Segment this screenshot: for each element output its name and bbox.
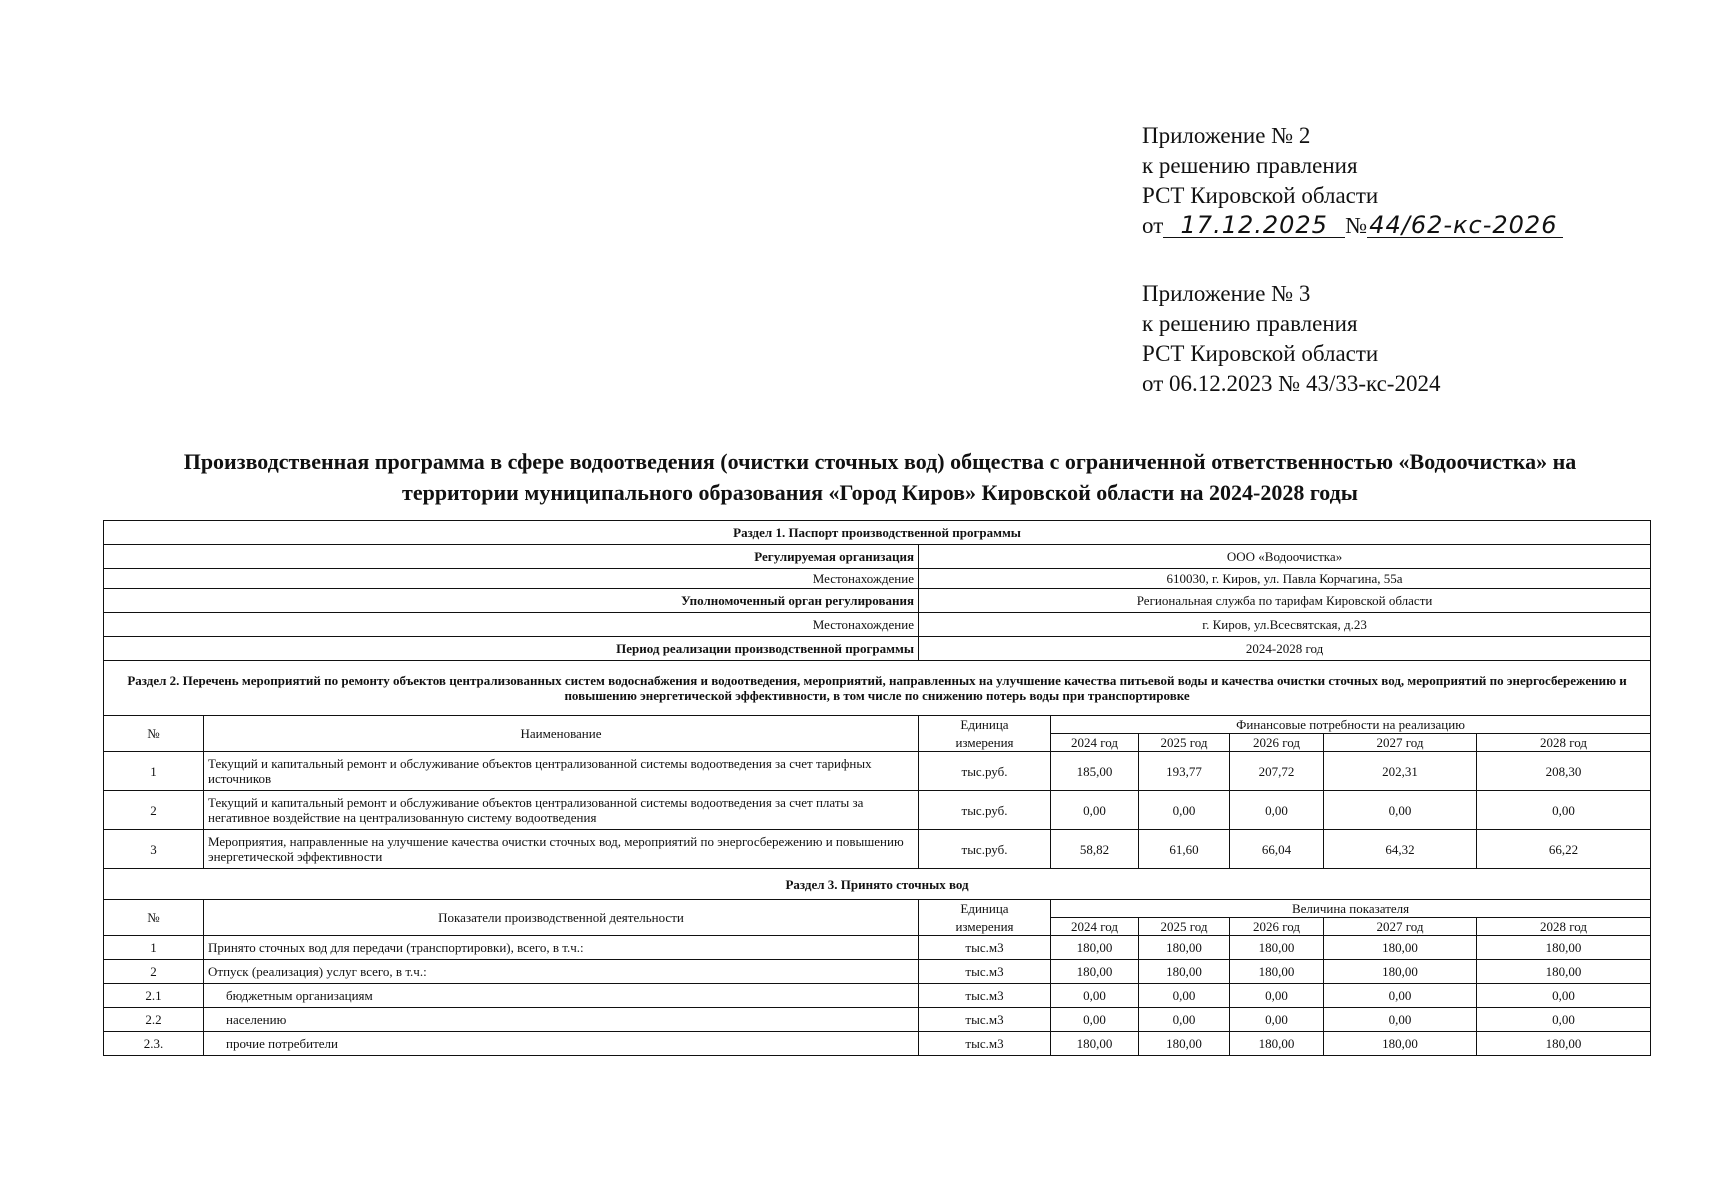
row-value: 0,00 — [1230, 1008, 1324, 1032]
row-value: 180,00 — [1477, 1032, 1651, 1056]
passport-value: г. Киров, ул.Всесвятская, д.23 — [919, 613, 1651, 637]
passport-label: Уполномоченный орган регулирования — [104, 589, 919, 613]
row-value: 0,00 — [1477, 791, 1651, 830]
row-name: Отпуск (реализация) услуг всего, в т.ч.: — [204, 960, 919, 984]
col-header-year: 2024 год — [1051, 918, 1139, 936]
table-row — [104, 936, 1651, 960]
row-value: 0,00 — [1139, 1008, 1230, 1032]
col-header-unit-line1: Единица — [919, 716, 1051, 734]
passport-row — [104, 589, 1651, 613]
row-value: 207,72 — [1230, 752, 1324, 791]
row-value: 202,31 — [1324, 752, 1477, 791]
col-header-indicators: Показатели производственной деятельности — [204, 900, 919, 936]
table-row — [104, 1008, 1651, 1032]
annex-2-line1: Приложение № 2 — [1142, 123, 1311, 148]
row-name: прочие потребители — [204, 1032, 919, 1056]
annex-3-line1: Приложение № 3 — [1142, 281, 1311, 306]
row-name: Принято сточных вод для передачи (транспортировки), всего, в т.ч.: — [204, 936, 919, 960]
row-value: 0,00 — [1139, 791, 1230, 830]
row-number: 2 — [104, 960, 204, 984]
row-number: 3 — [104, 830, 204, 869]
row-unit: тыс.м3 — [919, 1032, 1051, 1056]
row-number: 2.1 — [104, 984, 204, 1008]
row-value: 0,00 — [1051, 1008, 1139, 1032]
col-header-number: № — [104, 900, 204, 936]
col-header-year: 2027 год — [1324, 918, 1477, 936]
row-value: 0,00 — [1324, 791, 1477, 830]
document-title-line2: территории муниципального образования «Город Киров» Кировской области на 2024-2028 годы — [402, 480, 1358, 505]
row-value: 193,77 — [1139, 752, 1230, 791]
table-row — [104, 960, 1651, 984]
row-unit: тыс.м3 — [919, 960, 1051, 984]
col-header-unit-line2: измерения — [919, 918, 1051, 936]
row-value: 0,00 — [1051, 984, 1139, 1008]
col-header-year: 2026 год — [1230, 918, 1324, 936]
col-header-unit-line2: измерения — [919, 734, 1051, 752]
row-value: 0,00 — [1230, 791, 1324, 830]
row-value: 66,04 — [1230, 830, 1324, 869]
col-header-year: 2025 год — [1139, 734, 1230, 752]
row-value: 180,00 — [1230, 1032, 1324, 1056]
row-number: 2.3. — [104, 1032, 204, 1056]
row-value: 180,00 — [1051, 1032, 1139, 1056]
col-header-financial-needs: Финансовые потребности на реализацию — [1051, 716, 1651, 734]
col-header-unit-line1: Единица — [919, 900, 1051, 918]
passport-value: Региональная служба по тарифам Кировской области — [919, 589, 1651, 613]
row-value: 180,00 — [1324, 936, 1477, 960]
row-value: 180,00 — [1051, 936, 1139, 960]
row-number: 1 — [104, 752, 204, 791]
annex-2-from-label: от — [1142, 213, 1164, 238]
row-value: 0,00 — [1477, 1008, 1651, 1032]
row-unit: тыс.руб. — [919, 830, 1051, 869]
row-unit: тыс.руб. — [919, 791, 1051, 830]
annex-2-block — [1142, 121, 1563, 241]
table-row — [104, 1032, 1651, 1056]
passport-label: Местонахождение — [104, 613, 919, 637]
col-header-year: 2024 год — [1051, 734, 1139, 752]
row-name: Текущий и капитальный ремонт и обслуживание объектов централизованной системы водоотведения за счет тарифных источников — [204, 752, 919, 791]
col-header-number: № — [104, 716, 204, 752]
section-1-heading: Раздел 1. Паспорт производственной программы — [104, 521, 1651, 545]
col-header-indicator-value: Величина показателя — [1051, 900, 1651, 918]
row-value: 185,00 — [1051, 752, 1139, 791]
row-value: 180,00 — [1139, 1032, 1230, 1056]
table-row — [104, 830, 1651, 869]
row-value: 0,00 — [1230, 984, 1324, 1008]
passport-label: Регулируемая организация — [104, 545, 919, 569]
row-value: 180,00 — [1051, 960, 1139, 984]
passport-label: Местонахождение — [104, 569, 919, 589]
row-number: 2 — [104, 791, 204, 830]
col-header-name: Наименование — [204, 716, 919, 752]
row-value: 0,00 — [1139, 984, 1230, 1008]
passport-label: Период реализации производственной программы — [104, 637, 919, 661]
row-number: 1 — [104, 936, 204, 960]
passport-row — [104, 545, 1651, 569]
row-number: 2.2 — [104, 1008, 204, 1032]
col-header-year: 2028 год — [1477, 918, 1651, 936]
section-2-heading: Раздел 2. Перечень мероприятий по ремонту объектов централизованных систем водоснабжения и водоотведения, мероприятий, направленных на улучшение качества питьевой воды и качества очистки сточных вод, мероприятий по энергосбережению и повышению энергетической эффективности, в том числе по снижению потерь воды при транспортировке — [104, 661, 1651, 716]
handwritten-number: 44/62-кс-2026 — [1367, 213, 1563, 238]
section-3-heading-row — [104, 869, 1651, 900]
passport-value: 610030, г. Киров, ул. Павла Корчагина, 55а — [919, 569, 1651, 589]
table-row — [104, 752, 1651, 791]
row-unit: тыс.м3 — [919, 1008, 1051, 1032]
passport-row — [104, 637, 1651, 661]
row-name: населению — [204, 1008, 919, 1032]
section-3-header-row — [104, 900, 1651, 918]
annex-2-line2: к решению правления — [1142, 153, 1358, 178]
col-header-year: 2027 год — [1324, 734, 1477, 752]
section-2-heading-row — [104, 661, 1651, 716]
annex-2-number-label: № — [1345, 213, 1368, 238]
col-header-year: 2025 год — [1139, 918, 1230, 936]
row-value: 180,00 — [1139, 936, 1230, 960]
row-value: 0,00 — [1324, 984, 1477, 1008]
row-unit: тыс.м3 — [919, 984, 1051, 1008]
row-value: 180,00 — [1324, 960, 1477, 984]
row-value: 208,30 — [1477, 752, 1651, 791]
row-value: 180,00 — [1324, 1032, 1477, 1056]
section-1-heading-row — [104, 521, 1651, 545]
row-value: 180,00 — [1139, 960, 1230, 984]
row-value: 0,00 — [1051, 791, 1139, 830]
col-header-year: 2026 год — [1230, 734, 1324, 752]
row-value: 180,00 — [1477, 936, 1651, 960]
annex-3-line3: РСТ Кировской области — [1142, 341, 1379, 366]
annex-3-line2: к решению правления — [1142, 311, 1358, 336]
row-unit: тыс.м3 — [919, 936, 1051, 960]
annex-2-line3: РСТ Кировской области — [1142, 183, 1379, 208]
section-3-heading: Раздел 3. Принято сточных вод — [104, 869, 1651, 900]
row-name: Текущий и капитальный ремонт и обслуживание объектов централизованной системы водоотведения за счет платы за негативное воздействие на централизованную систему водоотведения — [204, 791, 919, 830]
col-header-year: 2028 год — [1477, 734, 1651, 752]
annex-3-block — [1142, 279, 1440, 399]
row-value: 61,60 — [1139, 830, 1230, 869]
row-value: 64,32 — [1324, 830, 1477, 869]
document-title — [100, 446, 1660, 508]
passport-value: 2024-2028 год — [919, 637, 1651, 661]
row-name: Мероприятия, направленные на улучшение качества очистки сточных вод, мероприятий по энергосбережению и повышению энергетической эффективности — [204, 830, 919, 869]
program-table — [103, 520, 1651, 1056]
row-name: бюджетным организациям — [204, 984, 919, 1008]
passport-row — [104, 613, 1651, 637]
annex-3-line4: от 06.12.2023 № 43/33-кс-2024 — [1142, 371, 1441, 396]
row-value: 180,00 — [1230, 936, 1324, 960]
row-value: 0,00 — [1324, 1008, 1477, 1032]
row-unit: тыс.руб. — [919, 752, 1051, 791]
passport-row — [104, 569, 1651, 589]
row-value: 180,00 — [1477, 960, 1651, 984]
row-value: 58,82 — [1051, 830, 1139, 869]
section-2-header-row — [104, 716, 1651, 734]
row-value: 180,00 — [1230, 960, 1324, 984]
table-row — [104, 984, 1651, 1008]
row-value: 0,00 — [1477, 984, 1651, 1008]
row-value: 66,22 — [1477, 830, 1651, 869]
handwritten-date: 17.12.2025 — [1163, 213, 1345, 238]
passport-value: ООО «Водоочистка» — [919, 545, 1651, 569]
annex-2-line4 — [1142, 211, 1563, 241]
table-row — [104, 791, 1651, 830]
document-title-line1: Производственная программа в сфере водоотведения (очистки сточных вод) общества с ограниченной ответственностью «Водоочистка» на — [183, 449, 1577, 474]
